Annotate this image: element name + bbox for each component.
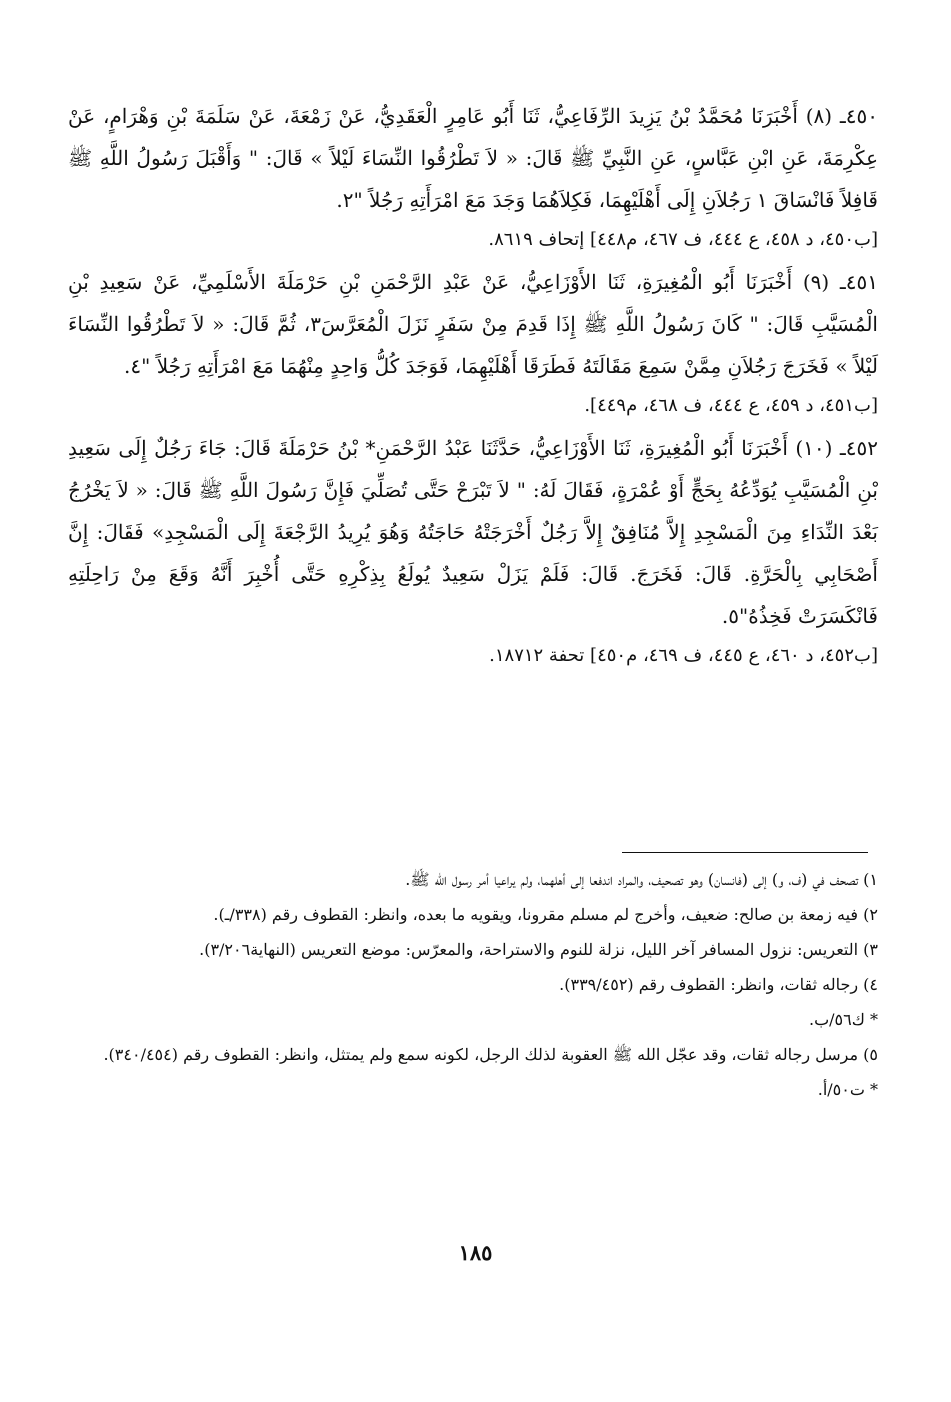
manuscript-marker-t: * ت٥٠/أ.	[817, 1080, 878, 1099]
footnote-1: ١) تصحف في (ف، و) إلى (فانسان) وهو تصحيف، والمراد اندفعا إلى أهلهما، ولم يراعيا أمر رسول الله ﷺ.	[405, 870, 878, 889]
page-number: ١٨٥	[458, 1240, 493, 1265]
hadith-452: ٤٥٢ـ (١٠) أَخْبَرَنَا أَبُو الْمُغِيرَةِ، ثَنَا الأَوْزَاعِيُّ، حَدَّثَنَا عَبْدُ الرَّحْمَنِ* بْنُ حَرْمَلَةَ قَالَ: جَاءَ رَجُلٌ إِلَى سَعِيدِ بْنِ الْمُسَيَّبِ يُوَدِّعُهُ بِحَجٍّ أَوْ عُمْرَةٍ، فَقَالَ لَهُ: " لاَ تَبْرَحْ حَتَّى تُصَلِّيَ فَإِنَّ رَسُولَ اللَّهِ ﷺ قَالَ: « لاَ يَخْرُجُ بَعْدَ النِّدَاءِ مِنَ الْمَسْجِدِ إِلاَّ مُنَافِقٌ إِلاَّ رَجُلٌ أَخْرَجَتْهُ حَاجَتُهُ وَهُوَ يُرِيدُ الرَّجْعَةَ إِلَى الْمَسْجِدِ» فَقَالَ: إِنَّ أَصْحَابِي بِالْحَرَّةِ. قَالَ: فَخَرَجَ. قَالَ: فَلَمْ يَزَلْ سَعِيدٌ يُولَعُ بِذِكْرِهِ حَتَّى أُخْبِرَ أَنَّهُ وَقَعَ مِنْ رَاحِلَتِهِ فَانْكَسَرَتْ فَخِذُهُ"٥.	[68, 436, 878, 628]
hadith-451-reference: [ب٤٥١، د ٤٥٩، ع ٤٤٤، ف ٤٦٨، م٤٤٩].	[584, 395, 878, 416]
hadith-450: ٤٥٠ـ (٨) أَخْبَرَنَا مُحَمَّدُ بْنُ يَزِيدَ الرِّفَاعِيُّ، ثَنَا أَبُو عَامِرٍ الْعَقَدِيُّ، عَنْ زَمْعَةَ، عَنْ سَلَمَةَ بْنِ وَهْرَامٍ، عَنْ عِكْرِمَةَ، عَنِ ابْنِ عَبَّاسٍ، عَنِ النَّبِيِّ ﷺ قَالَ: « لاَ تَطْرُقُوا النِّسَاءَ لَيْلاً » قَالَ: " وَأَقْبَلَ رَسُولُ اللَّهِ ﷺ قَافِلاً فَانْسَاقَ ١ رَجُلاَنِ إِلَى أَهْلَيْهِمَا، فَكِلاَهُمَا وَجَدَ مَعَ امْرَأَتِهِ رَجُلاً "٢.	[68, 104, 879, 212]
hadith-452-reference: [ب٤٥٢، د ٤٦٠، ع ٤٤٥، ف ٤٦٩، م٤٥٠] تحفة ١٨٧١٢.	[489, 645, 878, 666]
footnote-divider	[622, 852, 868, 853]
manuscript-marker-k: * ك٥٦/ب.	[808, 1010, 878, 1029]
hadith-450-reference: [ب٤٥٠، د ٤٥٨، ع ٤٤٤، ف ٤٦٧، م٤٤٨] إتحاف ٨٦١٩.	[488, 229, 878, 250]
footnote-4: ٤) رجاله ثقات، وانظر: القطوف رقم (٣٣٩/٤٥٢).	[559, 975, 878, 994]
hadith-451: ٤٥١ـ (٩) أَخْبَرَنَا أَبُو الْمُغِيرَةِ، ثَنَا الأَوْزَاعِيُّ، عَنْ عَبْدِ الرَّحْمَنِ بْنِ حَرْمَلَةَ الأَسْلَمِيِّ، عَنْ سَعِيدِ بْنِ الْمُسَيَّبِ قَالَ: " كَانَ رَسُولُ اللَّهِ ﷺ إِذَا قَدِمَ مِنْ سَفَرٍ نَزَلَ الْمُعَرَّسَ٣، ثُمَّ قَالَ: « لاَ تَطْرُقُوا النِّسَاءَ لَيْلاً » فَخَرَجَ رَجُلاَنِ مِمَّنْ سَمِعَ مَقَالَتَهُ فَطَرَقَا أَهْلَيْهِمَا، فَوَجَدَ كُلُّ وَاحِدٍ مِنْهُمَا مَعَ امْرَأَتِهِ رَجُلاً "٤.	[68, 270, 878, 378]
footnote-2: ٢) فيه زمعة بن صالح: ضعيف، وأخرج لم مسلم مقرونا، ويقويه ما بعده، وانظر: القطوف رقم (٣٣٨/ـ).	[213, 905, 878, 924]
footnote-5: ٥) مرسل رجاله ثقات، وقد عجّل الله ﷺ العقوبة لذلك الرجل، لكونه سمع ولم يمتثل، وانظر: القطوف رقم (٣٤٠/٤٥٤).	[103, 1045, 878, 1064]
footnotes	[68, 862, 878, 1107]
main-text	[68, 95, 878, 677]
footnote-3: ٣) التعريس: نزول المسافر آخر الليل، نزلة للنوم والاستراحة، والمعرّس: موضع التعريس (النهاية٣/٢٠٦).	[199, 940, 878, 959]
